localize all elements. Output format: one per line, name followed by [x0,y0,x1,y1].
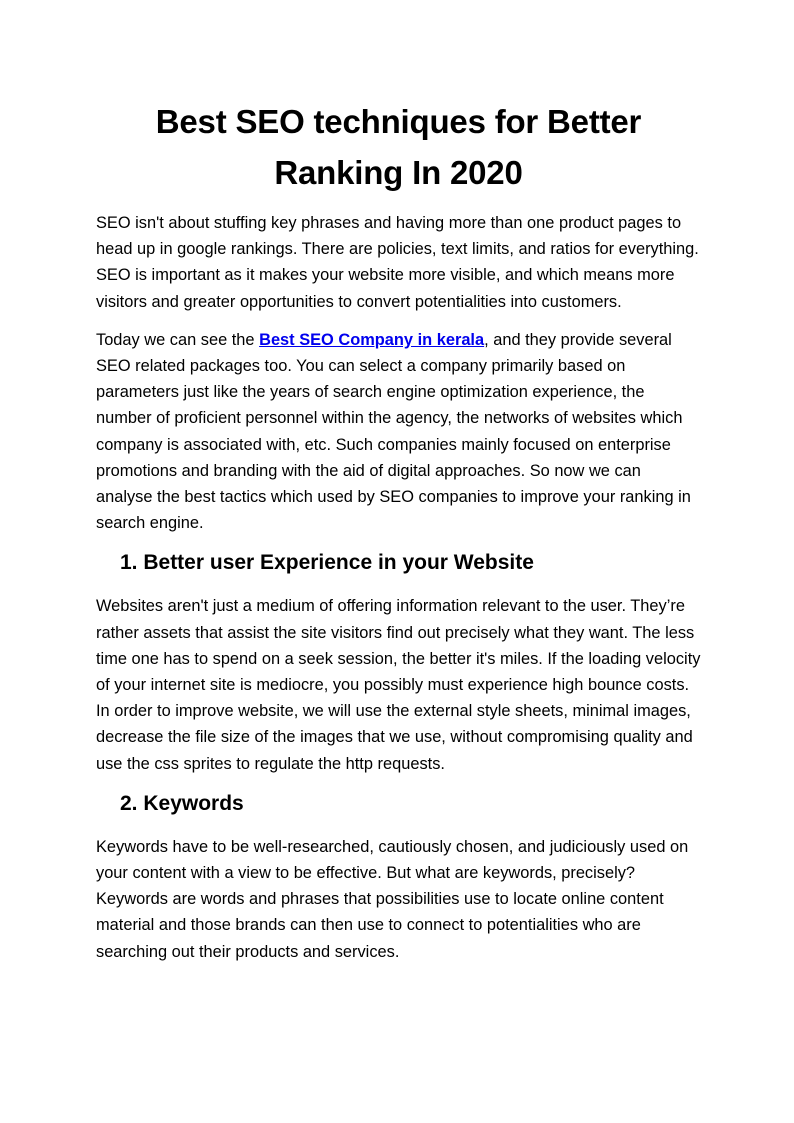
company-paragraph [96,327,701,537]
document-page [96,96,701,977]
intro-paragraph: SEO isn't about stuffing key phrases and having more than one product pages to head up in google rankings. There are policies, text limits, and ratios for everything. SEO is important as it makes your website more visible, and which means more visitors and greater opportunities to convert potentialities into customers. [96,214,699,311]
section-heading-keywords: 2. Keywords [120,791,244,815]
best-seo-company-link[interactable]: Best SEO Company in kerala [259,330,485,349]
title-line-2: Ranking In 2020 [274,154,523,191]
document-title [96,96,701,198]
company-paragraph-lead: Today we can see the [96,330,260,349]
section-body-user-experience: Websites aren't just a medium of offering information relevant to the user. They’re rather assets that assist the site visitors find out precisely what they want. The less time one has to spend on a seek session, the better it's miles. If the loading velocity of your internet site is mediocre, you possibly must experience high bounce costs. In order to improve website, we will use the external style sheets, minimal images, decrease the file size of the images that we use, without compromising quality and use the css sprites to regulate the http requests. [96,597,701,773]
title-line-1: Best SEO techniques for Better [155,103,642,140]
company-paragraph-rest: , and they provide several SEO related packages too. You can select a company primarily based on parameters just like the years of search engine optimization experience, the number of proficient personnel within the agency, the networks of websites which company is associated with, etc. Such companies mainly focused on enterprise promotions and branding with the aid of digital approaches. So now we can analyse the best tactics which used by SEO companies to improve your ranking in search engine. [96,330,691,533]
section-heading-user-experience: 1. Better user Experience in your Website [120,551,534,575]
section-body-keywords: Keywords have to be well-researched, cautiously chosen, and judiciously used on your content with a view to be effective. But what are keywords, precisely? Keywords are words and phrases that possibilities use to locate online content material and those brands can then use to connect to potentialities who are searching out their products and services. [96,837,689,961]
